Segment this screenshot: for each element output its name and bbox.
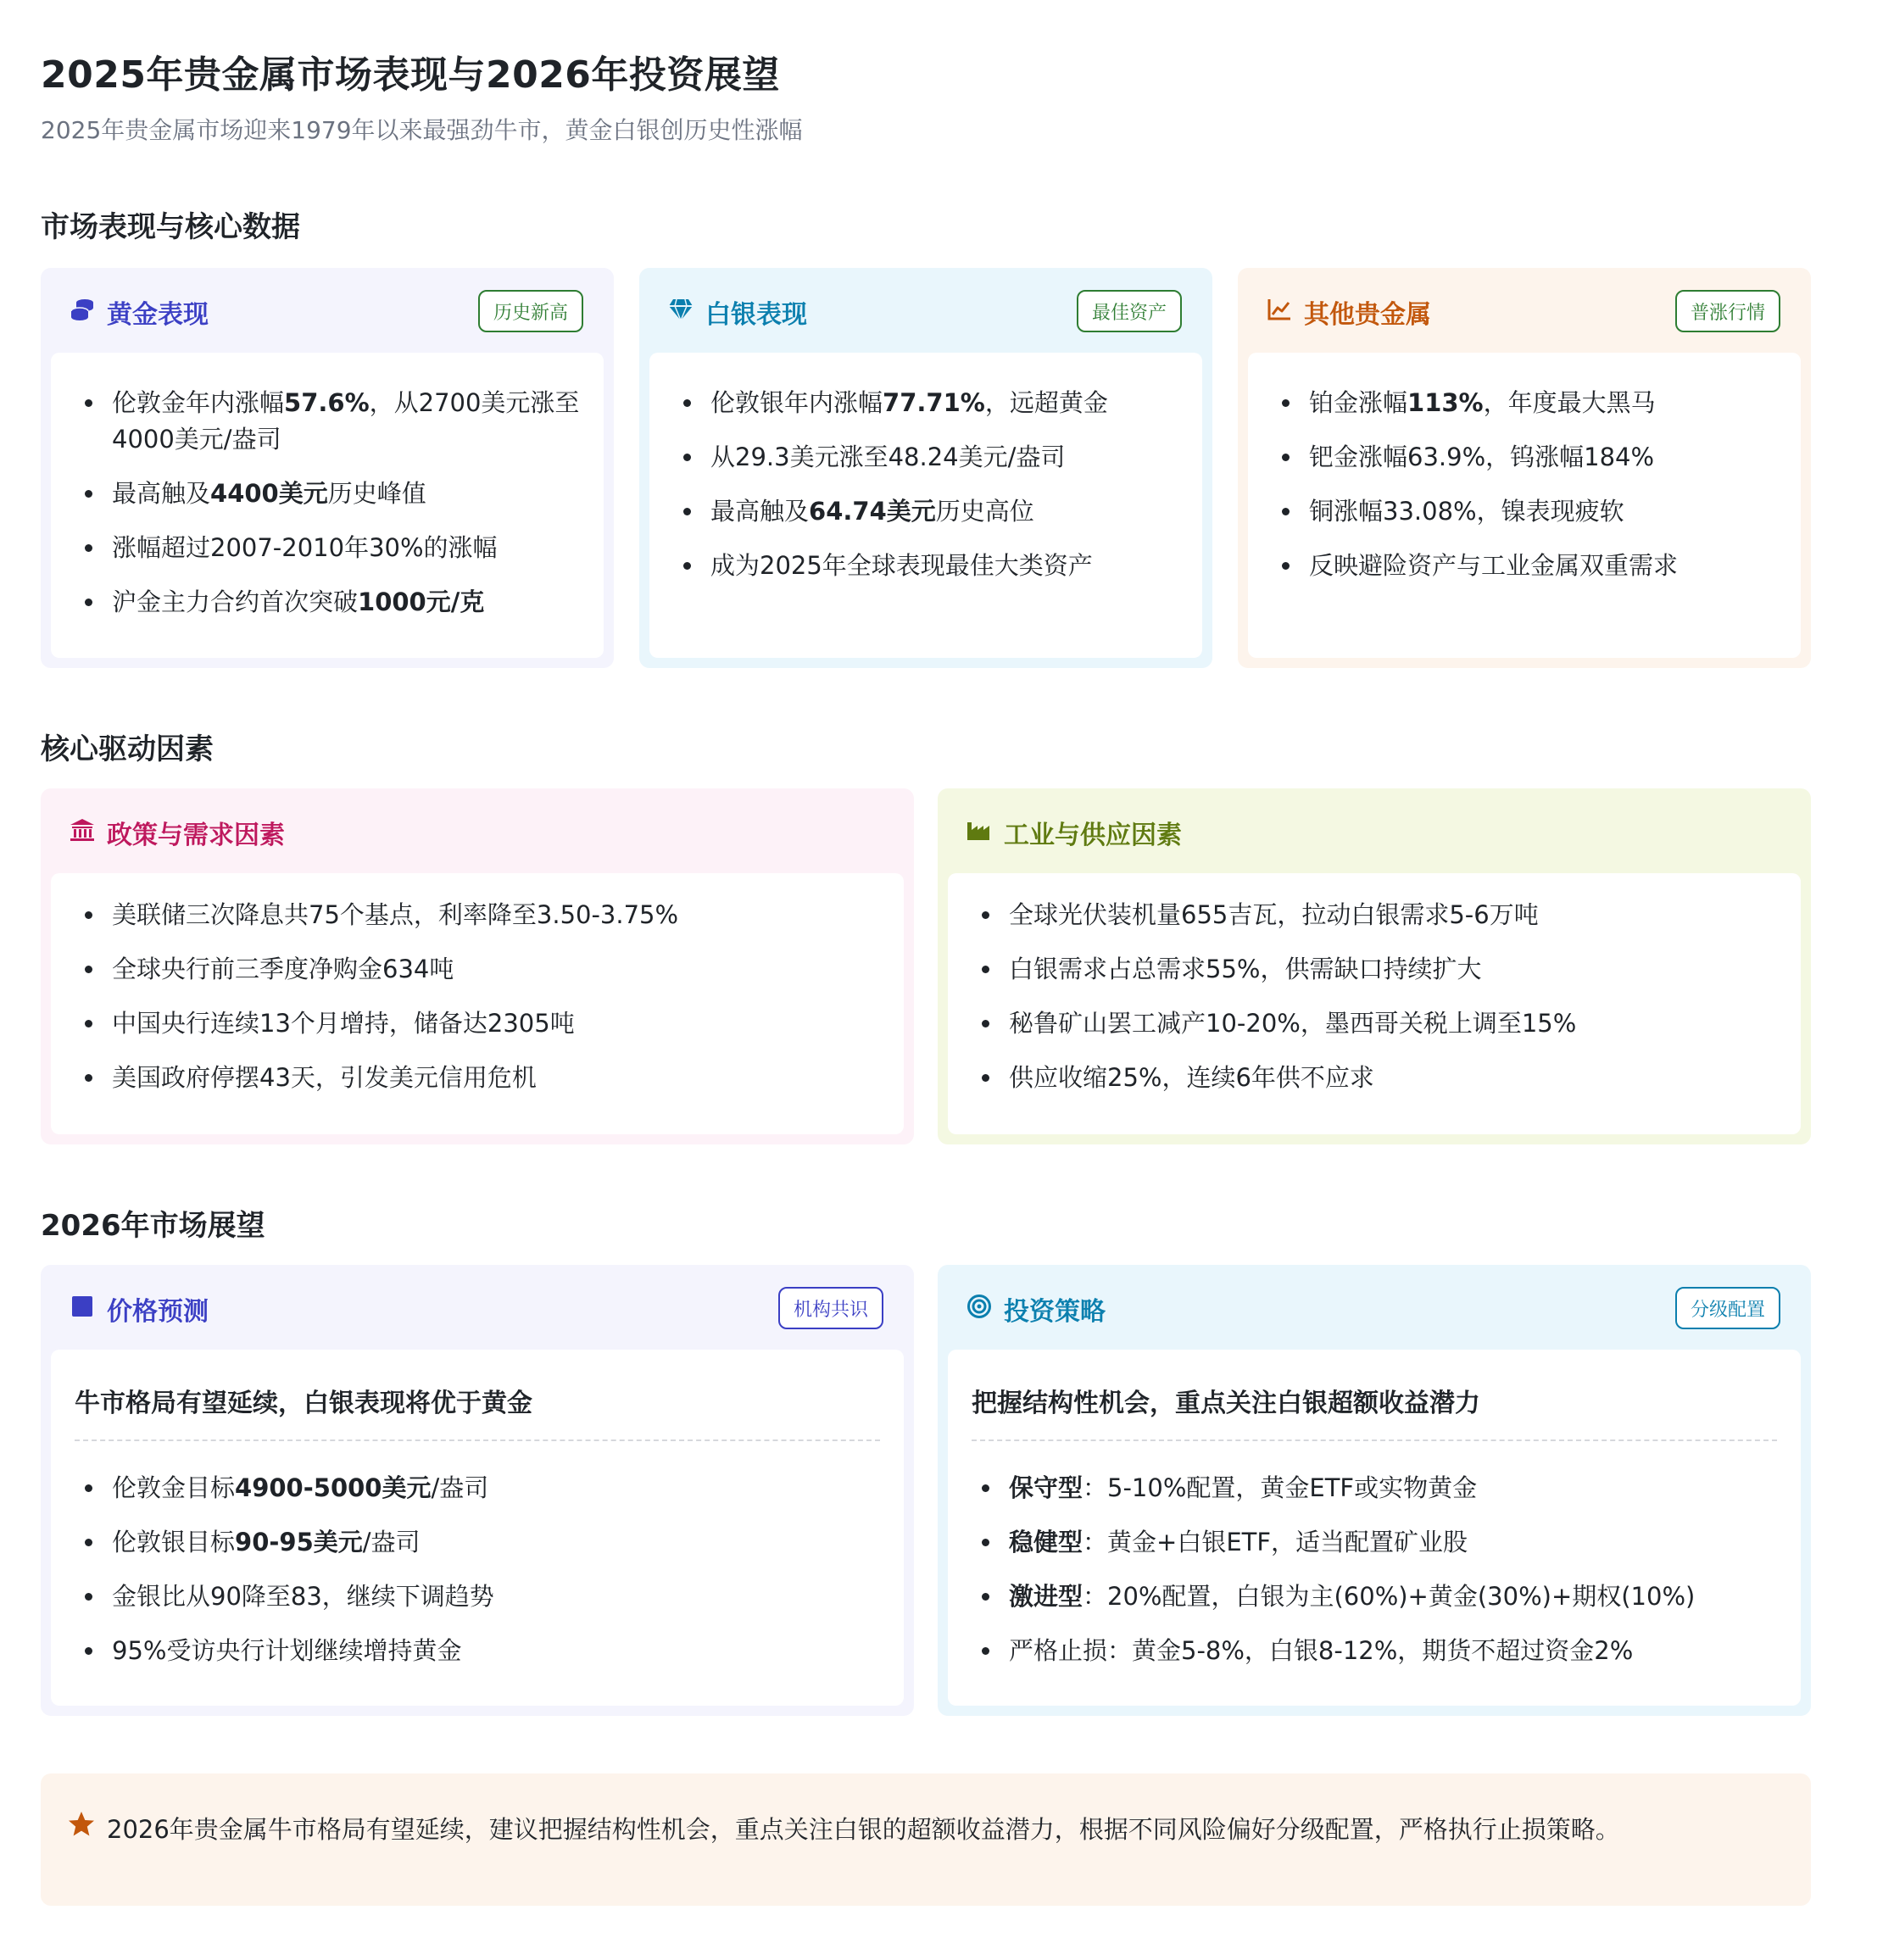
summary-callout	[41, 1773, 1811, 1906]
strategy-card-title: 投资策略	[1004, 1297, 1106, 1327]
list-item: 最高触及64.74美元历史高位	[680, 493, 1182, 530]
square-icon	[68, 1292, 97, 1321]
list-item: 供应收缩25%，连续6年供不应求	[978, 1060, 1780, 1096]
section-title-drivers: 核心驱动因素	[41, 732, 214, 766]
page-title: 2025年贵金属市场表现与2026年投资展望	[41, 53, 780, 97]
divider	[75, 1439, 880, 1441]
strategy-list	[978, 1470, 1780, 1687]
list-item: 最高触及4400美元历史峰值	[81, 476, 583, 512]
list-item: 稳健型：黄金+白银ETF，适当配置矿业股	[978, 1524, 1780, 1561]
list-item: 伦敦银目标90-95美元/盎司	[81, 1524, 883, 1561]
policy-card-title: 政策与需求因素	[107, 821, 285, 850]
industry-card-body	[948, 873, 1801, 1134]
list-item: 铜涨幅33.08%，镍表现疲软	[1278, 493, 1780, 530]
section-title-outlook: 2026年市场展望	[41, 1209, 265, 1243]
list-item: 激进型：20%配置，白银为主(60%)+黄金(30%)+期权(10%)	[978, 1579, 1780, 1615]
list-item: 美国政府停摆43天，引发美元信用危机	[81, 1060, 883, 1096]
list-item: 全球央行前三季度净购金634吨	[81, 951, 883, 988]
industry-card-title: 工业与供应因素	[1004, 821, 1182, 850]
gold-card-title: 黄金表现	[107, 300, 209, 330]
other-card-body	[1248, 353, 1801, 658]
list-item: 成为2025年全球表现最佳大类资产	[680, 548, 1182, 584]
target-icon	[965, 1292, 994, 1321]
list-item: 伦敦金年内涨幅57.6%，从2700美元涨至4000美元/盎司	[81, 385, 583, 458]
gem-icon	[666, 295, 695, 324]
list-item: 伦敦银年内涨幅77.71%，远超黄金	[680, 385, 1182, 421]
policy-card	[41, 788, 914, 1144]
list-item: 严格止损：黄金5-8%，白银8-12%，期货不超过资金2%	[978, 1633, 1780, 1669]
forecast-lead: 牛市格局有望延续，白银表现将优于黄金	[75, 1389, 532, 1418]
list-item: 涨幅超过2007-2010年30%的涨幅	[81, 530, 583, 566]
page-subtitle: 2025年贵金属市场迎来1979年以来最强劲牛市，黄金白银创历史性涨幅	[41, 116, 803, 144]
strategy-lead: 把握结构性机会，重点关注白银超额收益潜力	[972, 1389, 1480, 1418]
other-list	[1278, 385, 1780, 602]
divider	[972, 1439, 1777, 1441]
chart-line-icon	[1265, 295, 1294, 324]
list-item: 沪金主力合约首次突破1000元/克	[81, 584, 583, 621]
summary-text: 2026年贵金属牛市格局有望延续，建议把握结构性机会，重点关注白银的超额收益潜力，根据不同风险偏好分级配置，严格执行止损策略。	[107, 1815, 1620, 1844]
list-item: 铂金涨幅113%，年度最大黑马	[1278, 385, 1780, 421]
industry-list	[978, 897, 1780, 1114]
strategy-card	[938, 1265, 1811, 1716]
strategy-card-body	[948, 1350, 1801, 1706]
list-item: 白银需求占总需求55%，供需缺口持续扩大	[978, 951, 1780, 988]
list-item: 美联储三次降息共75个基点，利率降至3.50-3.75%	[81, 897, 883, 933]
forecast-list	[81, 1470, 883, 1687]
forecast-badge: 机构共识	[778, 1287, 883, 1329]
coins-icon	[68, 295, 97, 324]
silver-list	[680, 385, 1182, 602]
other-metals-card	[1238, 268, 1811, 668]
gold-card	[41, 268, 614, 668]
list-item: 中国央行连续13个月增持，储备达2305吨	[81, 1005, 883, 1042]
industry-icon	[965, 816, 994, 844]
list-item: 全球光伏装机量655吉瓦，拉动白银需求5-6万吨	[978, 897, 1780, 933]
list-item: 金银比从90降至83，继续下调趋势	[81, 1579, 883, 1615]
list-item: 从29.3美元涨至48.24美元/盎司	[680, 439, 1182, 476]
star-icon	[68, 1811, 97, 1840]
list-item: 保守型：5-10%配置，黄金ETF或实物黄金	[978, 1470, 1780, 1506]
silver-card	[639, 268, 1212, 668]
list-item: 秘鲁矿山罢工减产10-20%，墨西哥关税上调至15%	[978, 1005, 1780, 1042]
list-item: 伦敦金目标4900-5000美元/盎司	[81, 1470, 883, 1506]
list-item: 95%受访央行计划继续增持黄金	[81, 1633, 883, 1669]
policy-card-body	[51, 873, 904, 1134]
forecast-card	[41, 1265, 914, 1716]
silver-badge: 最佳资产	[1077, 290, 1182, 332]
silver-card-body	[649, 353, 1202, 658]
section-title-market: 市场表现与核心数据	[41, 210, 300, 244]
forecast-card-title: 价格预测	[107, 1297, 209, 1327]
gold-badge: 历史新高	[478, 290, 583, 332]
silver-card-title: 白银表现	[705, 300, 807, 330]
list-item: 反映避险资产与工业金属双重需求	[1278, 548, 1780, 584]
other-card-title: 其他贵金属	[1304, 300, 1431, 330]
strategy-badge: 分级配置	[1675, 1287, 1780, 1329]
list-item: 钯金涨幅63.9%，钨涨幅184%	[1278, 439, 1780, 476]
gold-card-body	[51, 353, 604, 658]
gold-list	[81, 385, 583, 638]
industry-card	[938, 788, 1811, 1144]
other-badge: 普涨行情	[1675, 290, 1780, 332]
policy-list	[81, 897, 883, 1114]
forecast-card-body	[51, 1350, 904, 1706]
bank-icon	[68, 816, 97, 844]
